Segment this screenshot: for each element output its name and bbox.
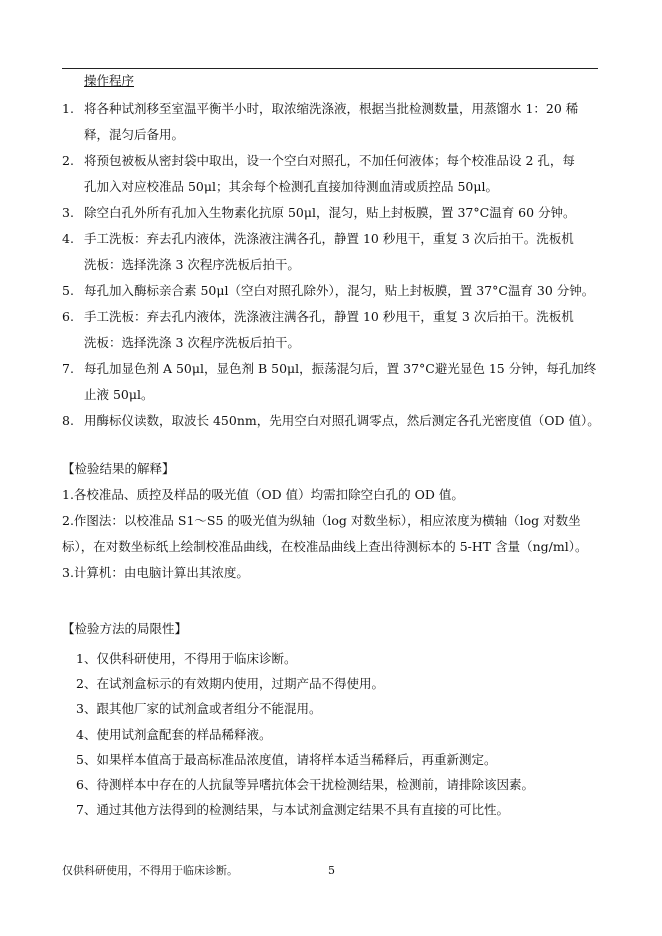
step-text-line: 将预包被板从密封袋中取出，设一个空白对照孔，不加任何液体；每个校准品设 2 孔，每 [84,153,575,168]
step-number: 1. [62,101,74,116]
limitation-item: 5、如果样本值高于最高标准品浓度值，请将样本适当稀释后，再重新测定。 [76,751,497,767]
interpretation-paragraph: 1.各校准品、质控及样品的吸光值（OD 值）均需扣除空白孔的 OD 值。 [62,487,464,502]
interpretation-paragraph: 2.作图法：以校准品 S1～S5 的吸光值为纵轴（log 对数坐标），相应浓度为横轴（log 对数坐 [62,513,581,528]
step-text-line: 手工洗板：弃去孔内液体，洗涤液注满各孔，静置 10 秒甩干，重复 3 次后拍干。洗板机 [84,309,574,324]
page-number: 5 [328,864,335,877]
procedure-step-1 [62,96,602,148]
interpretation-paragraph: 标），在对数坐标纸上绘制校准品曲线，在校准品曲线上查出待测标本的 5-HT 含量（ng/ml）。 [62,539,588,554]
procedure-step-6 [62,304,602,356]
step-text-line: 孔加入对应校准品 50μl；其余每个检测孔直接加待测血清或质控品 50μl。 [84,179,499,194]
limitation-item: 4、使用试剂盒配套的样品稀释液。 [76,726,272,742]
step-text-line: 洗板：选择洗涤 3 次程序洗板后拍干。 [84,257,300,272]
step-text-line: 每孔加入酶标亲合素 50μl（空白对照孔除外），混匀，贴上封板膜，置 37°C温育 30 分钟。 [84,283,595,298]
limitation-item: 3、跟其他厂家的试剂盒或者组分不能混用。 [76,701,322,717]
header-rule [62,68,598,69]
procedure-steps [62,96,602,434]
step-number: 7. [62,361,74,376]
step-number: 6. [62,309,74,324]
limitation-item: 7、通过其他方法得到的检测结果，与本试剂盒测定结果不具有直接的可比性。 [76,802,509,818]
step-number: 5. [62,283,74,298]
limitations-section [62,616,602,642]
step-number: 4. [62,231,74,246]
interpretation-title: 【检验结果的解释】 [62,461,175,476]
step-text-line: 止液 50μl。 [84,387,154,402]
limitation-item: 2、在试剂盒标示的有效期内使用，过期产品不得使用。 [76,676,384,692]
step-text-line: 释，混匀后备用。 [84,127,185,142]
procedure-step-2 [62,148,602,200]
step-text-line: 每孔加显色剂 A 50μl，显色剂 B 50μl，振荡混匀后，置 37°C避光显色 15 分钟，每孔加终 [84,361,597,376]
limitation-item: 6、待测样本中存在的人抗鼠等异嗜抗体会干扰检测结果，检测前，请排除该因素。 [76,777,534,793]
footer-note: 仅供科研使用，不得用于临床诊断。 [62,864,238,877]
procedure-step-3 [62,200,602,226]
step-text-line: 将各种试剂移至室温平衡半小时，取浓缩洗涤液，根据当批检测数量，用蒸馏水 1：20 稀 [84,101,579,116]
procedure-step-8 [62,408,602,434]
procedure-step-4 [62,226,602,278]
step-number: 3. [62,205,74,220]
step-number: 8. [62,413,74,428]
step-text-line: 洗板：选择洗涤 3 次程序洗板后拍干。 [84,335,300,350]
limitations-title: 【检验方法的局限性】 [62,621,188,636]
procedure-step-5 [62,278,602,304]
step-text-line: 用酶标仪读数，取波长 450nm，先用空白对照孔调零点，然后测定各孔光密度值（OD 值）。 [84,413,600,428]
interpretation-paragraph: 3.计算机：由电脑计算出其浓度。 [62,565,249,580]
limitations-list [76,646,596,822]
interpretation-section [62,456,602,586]
step-text-line: 除空白孔外所有孔加入生物素化抗原 50μl，混匀，贴上封板膜，置 37°C温育 60 分钟。 [84,205,576,220]
limitation-item: 1、仅供科研使用，不得用于临床诊断。 [76,651,297,666]
procedure-step-7 [62,356,602,408]
step-number: 2. [62,153,74,168]
procedure-heading: 操作程序 [84,73,135,88]
step-text-line: 手工洗板：弃去孔内液体，洗涤液注满各孔，静置 10 秒甩干，重复 3 次后拍干。洗板机 [84,231,574,246]
